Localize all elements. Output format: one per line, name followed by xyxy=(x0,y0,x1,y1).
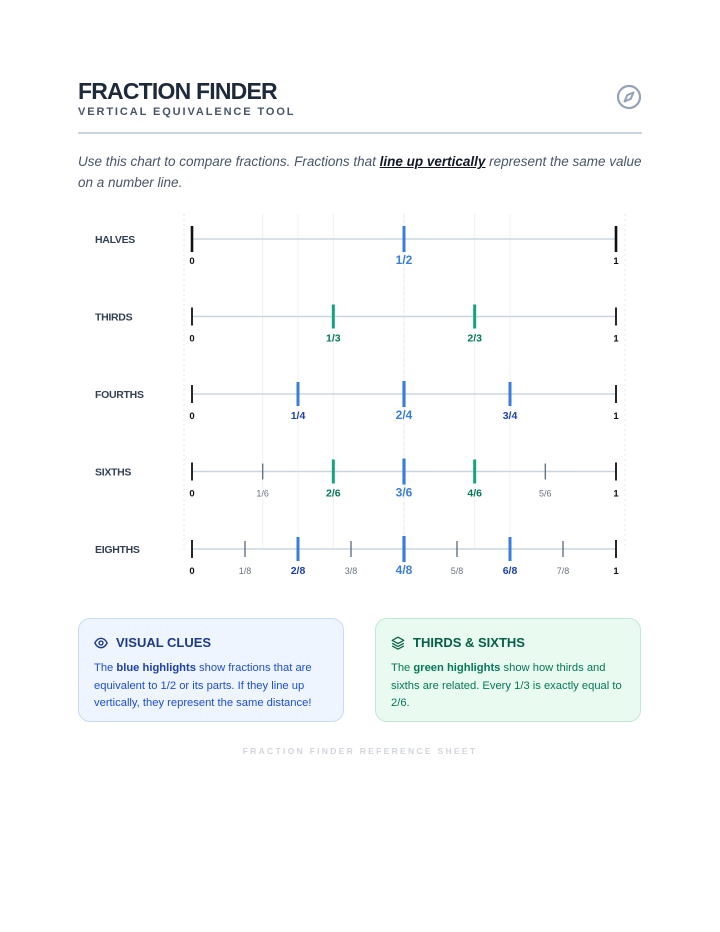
row-label-sixths: SIXTHS xyxy=(95,466,132,479)
intro-text-end: represent the same value on a number line. xyxy=(78,154,642,190)
tick-label-fourths-3-4: 3/4 xyxy=(502,410,518,422)
tick-label-sixths-1: 1 xyxy=(613,488,619,500)
visual-clues-card xyxy=(78,618,344,722)
tick-label-eighths-1: 1 xyxy=(613,566,619,577)
visual-clues-title-row xyxy=(94,635,328,650)
tick-label-thirds-0: 0 xyxy=(189,333,195,345)
tick-label-sixths-1-6: 1/6 xyxy=(256,488,269,499)
tick-label-eighths-3-8: 3/8 xyxy=(344,566,358,576)
thirds-sixths-body xyxy=(391,660,625,713)
tick-label-eighths-0: 0 xyxy=(189,566,195,577)
tick-label-sixths-0: 0 xyxy=(189,488,195,500)
tick-label-fourths-1: 1 xyxy=(613,411,619,422)
row-label-halves: HALVES xyxy=(95,234,136,246)
row-label-eighths: EIGHTHS xyxy=(95,544,140,556)
tick-label-fourths-0: 0 xyxy=(189,411,195,422)
tick-label-eighths-2-8: 2/8 xyxy=(290,565,306,577)
thirds-sixths-body-end: show how thirds and sixths are related. Every 1/3 is exactly equal to 2/6. xyxy=(391,662,622,709)
footer-text: FRACTION FINDER REFERENCE SHEET xyxy=(242,746,478,756)
tick-label-halves-0: 0 xyxy=(189,256,195,267)
row-label-fourths: FOURTHS xyxy=(95,389,144,401)
page-subtitle: VERTICAL EQUIVALENCE TOOL xyxy=(78,106,296,118)
tick-label-eighths-5-8: 5/8 xyxy=(450,566,464,576)
tick-label-eighths-7-8: 7/8 xyxy=(556,566,570,576)
tick-label-sixths-3-6: 3/6 xyxy=(395,485,413,500)
tick-label-thirds-2-3: 2/3 xyxy=(467,332,482,345)
visual-clues-body-start: The xyxy=(94,662,117,674)
visual-clues-highlight: blue highlights xyxy=(116,662,196,674)
visual-clues-body xyxy=(94,660,328,713)
intro-text-start: Use this chart to compare fractions. Fractions that xyxy=(78,154,380,169)
layers-icon xyxy=(391,636,405,650)
tick-label-eighths-4-8: 4/8 xyxy=(395,563,413,577)
thirds-sixths-card xyxy=(375,618,641,722)
visual-clues-title: VISUAL CLUES xyxy=(116,635,212,650)
intro-emphasis: line up vertically xyxy=(379,154,486,169)
tick-label-eighths-6-8: 6/8 xyxy=(502,565,518,577)
visual-clues-body-end: show fractions that are equivalent to 1/2 or its parts. If they line up vertically, they represent the same distance! xyxy=(94,662,312,709)
tick-label-halves-1: 1 xyxy=(613,256,619,267)
tick-label-sixths-5-6: 5/6 xyxy=(539,488,552,499)
tick-label-fourths-2-4: 2/4 xyxy=(395,408,413,422)
tick-label-thirds-1-3: 1/3 xyxy=(326,332,341,345)
tick-label-halves-1-2: 1/2 xyxy=(395,253,413,267)
thirds-sixths-body-start: The xyxy=(391,662,414,674)
row-label-thirds: THIRDS xyxy=(95,311,133,324)
thirds-sixths-title-row xyxy=(391,635,625,650)
tick-label-eighths-1-8: 1/8 xyxy=(238,566,252,576)
tick-label-sixths-4-6: 4/6 xyxy=(467,487,482,500)
tick-label-fourths-1-4: 1/4 xyxy=(290,410,306,422)
tick-label-sixths-2-6: 2/6 xyxy=(326,487,341,500)
thirds-sixths-title: THIRDS & SIXTHS xyxy=(413,635,525,650)
tick-label-thirds-1: 1 xyxy=(613,333,619,345)
thirds-sixths-highlight: green highlights xyxy=(413,662,501,674)
eye-icon xyxy=(94,636,108,650)
page-title: FRACTION FINDER xyxy=(78,78,277,104)
